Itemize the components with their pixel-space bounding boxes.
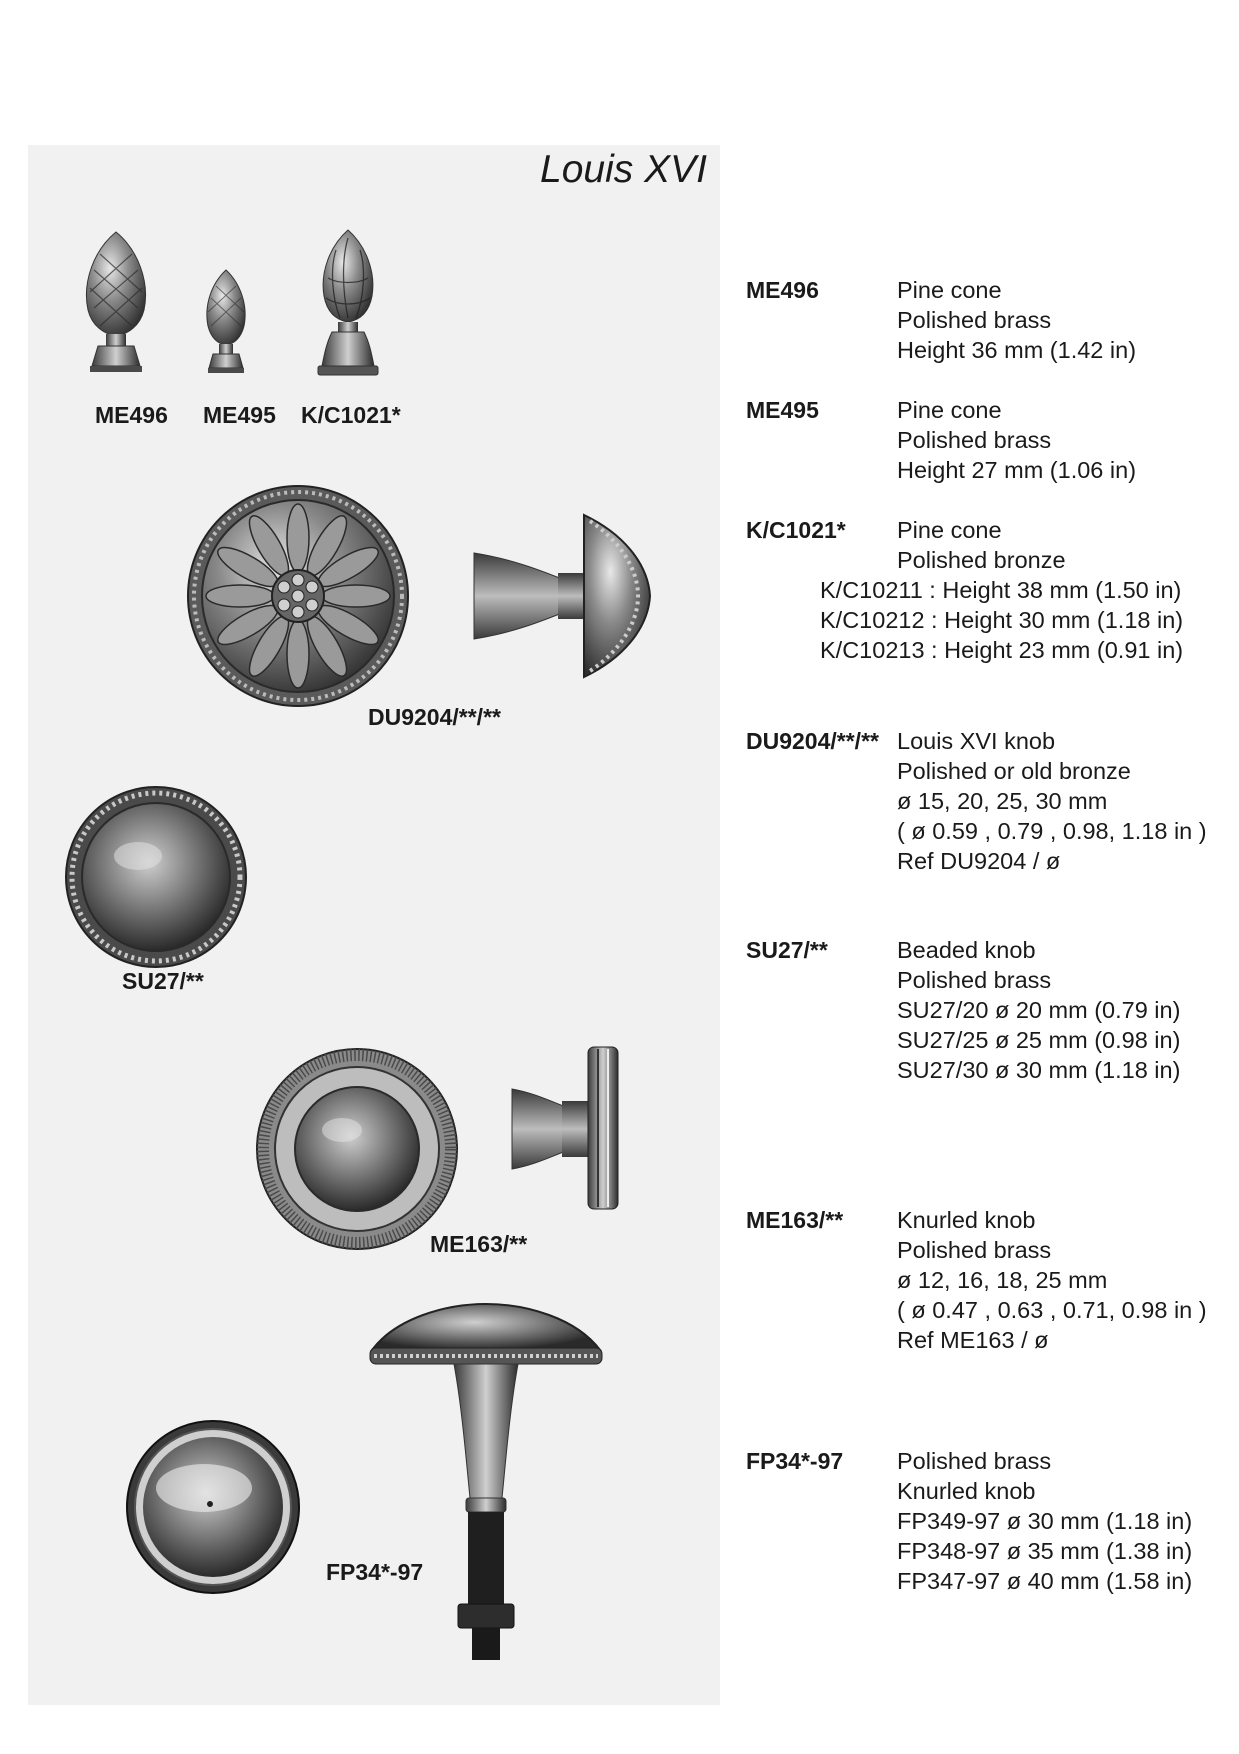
description-line: ( ø 0.59 , 0.79 , 0.98, 1.18 in ): [897, 818, 1207, 844]
description-line: Pine cone: [897, 277, 1002, 303]
photo-label-me495: ME495: [203, 402, 276, 428]
description-line: Ref ME163 / ø: [897, 1327, 1049, 1353]
du9204-front-image: [185, 483, 411, 709]
description-line: Polished brass: [897, 427, 1052, 453]
su27-image: [63, 784, 249, 970]
me496-finial-image: [76, 230, 156, 375]
product-code: ME495: [746, 397, 819, 423]
product-code: SU27/**: [746, 937, 828, 963]
description-line: Height 36 mm (1.42 in): [897, 337, 1137, 363]
description-line: Pine cone: [897, 517, 1002, 543]
description-line: Knurled knob: [897, 1478, 1036, 1504]
product-description: [820, 515, 1184, 665]
description-line: SU27/20 ø 20 mm (0.79 in): [897, 997, 1181, 1023]
me163-side-image: [510, 1043, 622, 1213]
product-code: ME496: [746, 277, 819, 303]
photo-label-du9204: DU9204/**/**: [368, 704, 501, 730]
description-line: FP349-97 ø 30 mm (1.18 in): [897, 1508, 1193, 1534]
description-line: Louis XVI knob: [897, 728, 1056, 754]
product-description: [897, 395, 1136, 485]
product-description: [897, 726, 1207, 876]
variant-line: K/C10212 : Height 30 mm (1.18 in): [820, 607, 1184, 633]
description-line: Polished brass: [897, 1237, 1052, 1263]
fp34-front-image: [124, 1418, 302, 1596]
kc1021-finial-image: [306, 228, 390, 378]
description-line: Polished bronze: [897, 547, 1066, 573]
product-description: [897, 275, 1136, 365]
description-line: Ref DU9204 / ø: [897, 848, 1061, 874]
photo-label-fp34: FP34*-97: [326, 1559, 424, 1585]
description-line: Polished brass: [897, 967, 1052, 993]
description-line: Pine cone: [897, 397, 1002, 423]
page-title: Louis XVI: [540, 148, 707, 191]
photo-label-me163: ME163/**: [430, 1231, 528, 1257]
description-line: SU27/25 ø 25 mm (0.98 in): [897, 1027, 1181, 1053]
description-line: Polished brass: [897, 1448, 1052, 1474]
description-line: Knurled knob: [897, 1207, 1036, 1233]
product-code: DU9204/**/**: [746, 728, 879, 754]
description-line: FP347-97 ø 40 mm (1.58 in): [897, 1568, 1193, 1594]
me495-finial-image: [198, 268, 254, 376]
product-description: [897, 1446, 1192, 1596]
me163-front-image: [254, 1046, 460, 1252]
product-code: ME163/**: [746, 1207, 844, 1233]
description-line: ø 12, 16, 18, 25 mm: [897, 1267, 1108, 1293]
photo-label-kc1021: K/C1021*: [301, 402, 401, 428]
description-line: Beaded knob: [897, 937, 1036, 963]
description-line: Polished brass: [897, 307, 1052, 333]
description-line: SU27/30 ø 30 mm (1.18 in): [897, 1057, 1181, 1083]
variant-line: K/C10211 : Height 38 mm (1.50 in): [820, 577, 1182, 603]
product-code: FP34*-97: [746, 1448, 844, 1474]
description-line: Polished or old bronze: [897, 758, 1131, 784]
product-code: K/C1021*: [746, 517, 846, 543]
fp34-side-image: [366, 1298, 606, 1668]
du9204-side-image: [472, 513, 654, 679]
photo-label-me496: ME496: [95, 402, 168, 428]
variant-line: K/C10213 : Height 23 mm (0.91 in): [820, 637, 1184, 663]
description-line: ( ø 0.47 , 0.63 , 0.71, 0.98 in ): [897, 1297, 1207, 1323]
description-line: ø 15, 20, 25, 30 mm: [897, 788, 1108, 814]
photo-label-su27: SU27/**: [122, 968, 204, 994]
product-description: [897, 935, 1180, 1085]
product-description: [897, 1205, 1207, 1355]
description-line: FP348-97 ø 35 mm (1.38 in): [897, 1538, 1193, 1564]
description-line: Height 27 mm (1.06 in): [897, 457, 1137, 483]
